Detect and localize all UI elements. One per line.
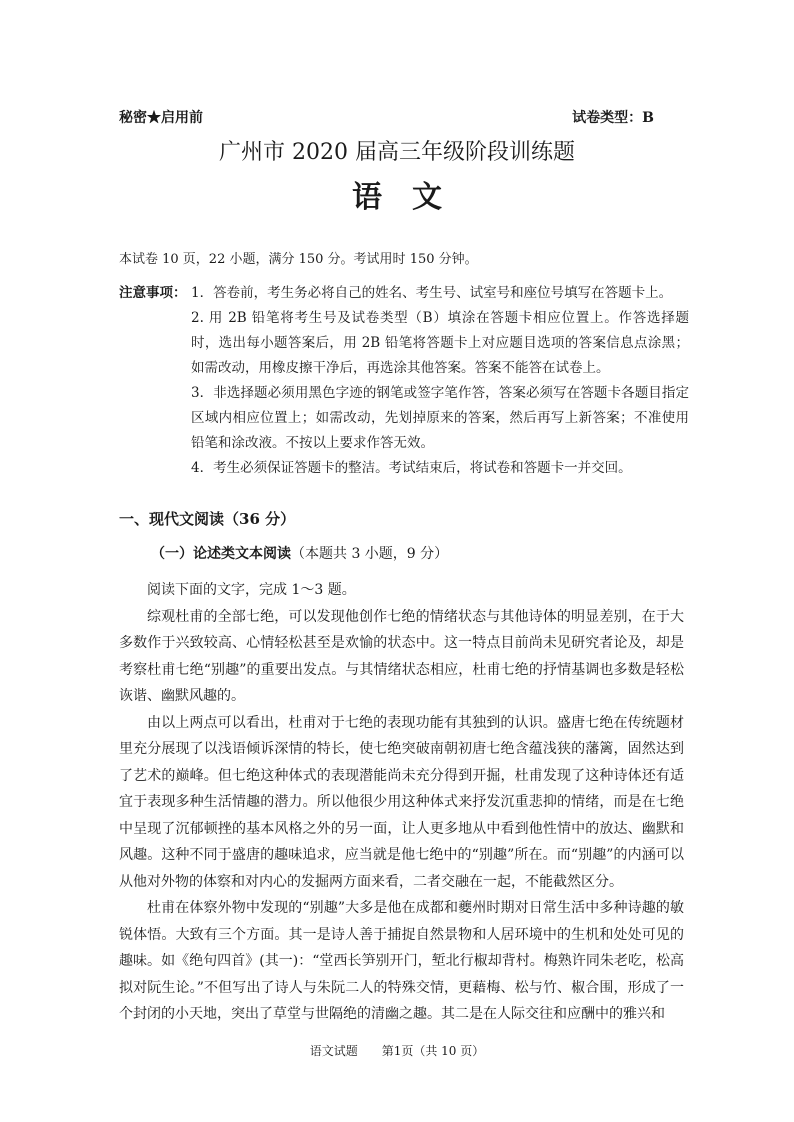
note-item-3: 3．非选择题必须用黑色字迹的钢笔或签字笔作答，答案必须写在答题卡各题目指定区域内相应位置上；如需改动，先划掉原来的答案，然后再写上新答案；不准使用铅笔和涂改液。不按以上要求作答无效。 xyxy=(191,385,689,451)
note-item-2: 2. 用 2B 铅笔将考生号及试卷类型（B）填涂在答题卡相应位置上。作答选择题时，选出每小题答案后，用 2B 铅笔将答题卡上对应题目选项的答案信息点涂黑；如需改动，用橡皮擦干净后，再选涂其他答案。答案不能答在试卷上。 xyxy=(191,310,689,376)
note-item-4: 4．考生必须保证答题卡的整洁。考试结束后，将试卷和答题卡一并交回。 xyxy=(191,460,632,476)
passage-paragraph-1: 综观杜甫的全部七绝，可以发现他创作七绝的情绪状态与其他诗体的明显差别，在于大多数作于兴致较高、心情轻松甚至是欢愉的状态中。这一特点目前尚未见研究者论及，却是考察杜甫七绝“别趣”的重要出发点。与其情绪状态相应，杜甫七绝的抒情基调也多数是轻松诙谐、幽默风趣的。 xyxy=(119,608,684,704)
passage-paragraph-3: 杜甫在体察外物中发现的“别趣”大多是他在成都和夔州时期对日常生活中多种诗趣的敏锐体悟。大致有三个方面。其一是诗人善于捕捉自然景物和人居环境中的生机和处处可见的趣味。如《绝句四首》(其一)：“堂西长笋别开门，堑北行椒却背村。梅熟许同朱老吃，松高拟对阮生论。”不但写出了诗人与朱阮二人的特殊交情，更藉梅、松与竹、椒合围，形成了一个封闭的小天地，突出了草堂与世隔绝的清幽之趣。其二是在人际交往和应酬中的雅兴和 xyxy=(119,900,684,1022)
subsection-detail: （本题共 3 小题，9 分） xyxy=(291,546,449,562)
passage-paragraph-2: 由以上两点可以看出，杜甫对于七绝的表现功能有其独到的认识。盛唐七绝在传统题材里充分展现了以浅语倾诉深情的特长，使七绝突破南朝初唐七绝含蕴浅狭的藩篱，固然达到了艺术的巅峰。但七绝这种体式的表现潜能尚未充分得到开掘，杜甫发现了这种诗体还有适宜于表现多种生活情趣的潜力。所以他很少用这种体式来抒发沉重悲抑的情绪，而是在七绝中呈现了沉郁顿挫的基本风格之外的另一面，让人更多地从中看到他性情中的放达、幽默和风趣。这种不同于盛唐的趣味追求，应当就是他七绝中的“别趣”所在。而“别趣”的内涵可以从他对外物的体察和对内心的发掘两方面来看，二者交融在一起，不能截然区分。 xyxy=(119,714,684,890)
confidential-label: 秘密★启用前 xyxy=(119,110,203,126)
subject-title: 语文 xyxy=(352,180,472,215)
reading-passage xyxy=(119,577,684,1028)
exam-title: 广州市 2020 届高三年级阶段训练题 xyxy=(219,140,575,165)
instruction-line: 阅读下面的文字，完成 1～3 题。 xyxy=(147,582,356,598)
section-heading: 一、现代文阅读（36 分） xyxy=(119,510,296,528)
exam-info: 本试卷 10 页，22 小题，满分 150 分。考试用时 150 分钟。 xyxy=(119,252,478,267)
subsection-title: （一）论述类文本阅读 xyxy=(151,546,291,562)
notes-label: 注意事项： xyxy=(119,285,187,301)
subsection-heading xyxy=(151,543,448,563)
note-item-1: 1．答卷前，考生务必将自己的姓名、考生号、试室号和座位号填写在答题卡上。 xyxy=(191,285,673,301)
page-footer: 语文试题 第1页（共 10 页） xyxy=(309,1044,485,1058)
paper-type-label: 试卷类型：B xyxy=(572,110,654,126)
